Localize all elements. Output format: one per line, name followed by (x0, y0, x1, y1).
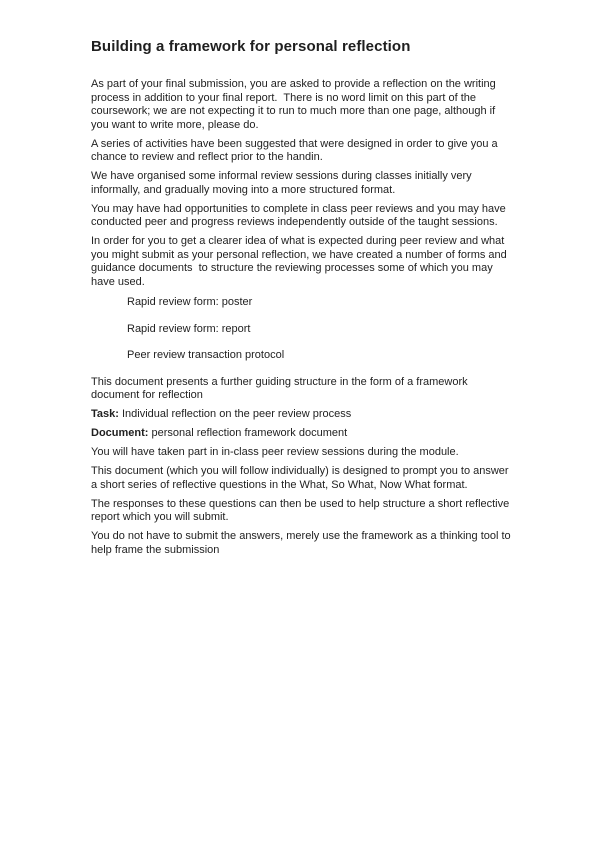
document-label: Document: (91, 427, 149, 439)
intro-paragraph: As part of your final submission, you are asked to provide a reflection on the writing process in addition to your final report. There is no word limit on this part of the coursework; we are not expecting it to run to much more than one page, although if you want to write more, please do. (91, 78, 499, 131)
form-list-item: Rapid review form: report (127, 322, 251, 335)
closing-paragraph: You do not have to submit the answers, merely use the framework as a thinking tool to help frame the submission (91, 530, 514, 556)
intro-paragraph: You may have had opportunities to complete in class peer reviews and you may have conducted peer and progress reviews independently outside of the taught sessions. (91, 202, 509, 228)
task-label: Task: (91, 408, 119, 420)
document-line (91, 427, 511, 441)
closing-paragraph: This document (which you will follow individually) is designed to prompt you to answer a short series of reflective questions in the What, So What, Now What format. (91, 465, 512, 491)
framework-paragraph: This document presents a further guiding structure in the form of a framework document for reflection (91, 375, 471, 401)
intro-paragraph: A series of activities have been suggested that were designed in order to give you a chance to review and reflect prior to the handin. (91, 137, 501, 163)
form-list-item: Rapid review form: poster (127, 296, 253, 308)
document-text: personal reflection framework document (148, 427, 348, 439)
task-line (91, 408, 511, 422)
form-list (91, 296, 511, 363)
intro-paragraph: In order for you to get a clearer idea of what is expected during peer review and what you might submit as your personal reflection, we have created a number of forms and guidance documents to structure the reviewing processes some of which you may have used. (91, 235, 510, 288)
closing-paragraph: The responses to these questions can then be used to help structure a short reflective report which you will submit. (91, 497, 513, 523)
document-title: Building a framework for personal reflection (91, 38, 411, 55)
intro-paragraph: We have organised some informal review sessions during classes initially very informally, and gradually moving into a more structured format. (91, 170, 475, 196)
form-list-item: Peer review transaction protocol (127, 349, 285, 361)
closing-paragraph: You will have taken part in in-class peer review sessions during the module. (91, 446, 459, 458)
task-text: Individual reflection on the peer review process (118, 408, 352, 420)
